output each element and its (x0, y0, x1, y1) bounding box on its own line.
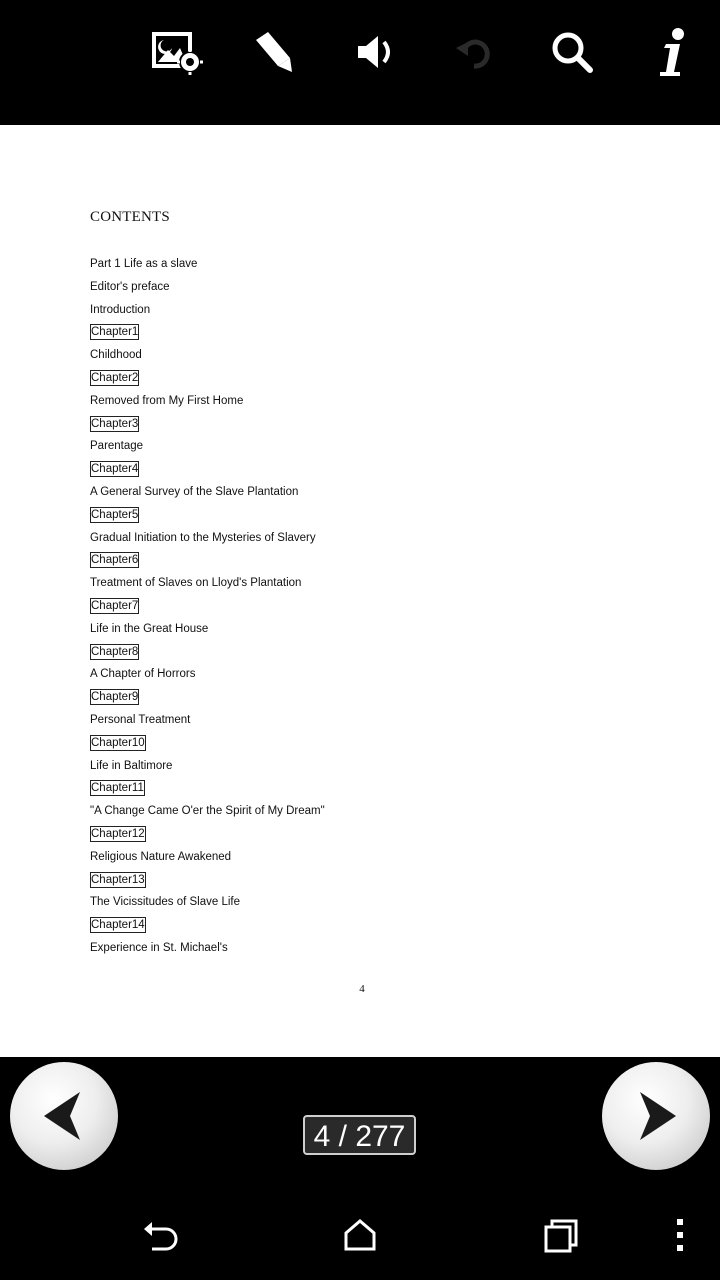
back-icon (140, 1215, 180, 1255)
toc-entry-label: Life in the Great House (90, 622, 209, 635)
chapter-link-label: Chapter7 (91, 599, 139, 612)
page-indicator: 4 / 277 (303, 1115, 416, 1155)
toc-entry (90, 390, 325, 413)
chapter-link-label: Chapter13 (91, 873, 145, 886)
toc-chapter-link[interactable] (90, 504, 325, 527)
toc-entry-label: Life in Baltimore (90, 759, 173, 772)
overflow-menu-icon (670, 1215, 690, 1255)
toc-entry (90, 891, 325, 914)
toc-entry-label: Treatment of Slaves on Lloyd's Plantation (90, 577, 302, 590)
toc-chapter-link[interactable] (90, 595, 325, 618)
toc-entry (90, 572, 325, 595)
toc-chapter-link[interactable] (90, 777, 325, 800)
toc-entry-label: Childhood (90, 349, 142, 362)
toc-entry-label: Personal Treatment (90, 713, 191, 726)
toc-chapter-link[interactable] (90, 413, 325, 436)
chapter-link-label: Chapter2 (91, 371, 139, 384)
toc-entry (90, 937, 325, 960)
chapter-link-label: Chapter3 (91, 417, 139, 430)
toc-entry (90, 276, 325, 299)
chapter-link-label: Chapter5 (91, 508, 139, 521)
info-icon (652, 26, 692, 78)
toc-entry (90, 618, 325, 641)
previous-page-button[interactable] (10, 1062, 118, 1170)
arrow-left-icon (34, 1086, 94, 1146)
toc-chapter-link[interactable] (90, 367, 325, 390)
toc-entry (90, 435, 325, 458)
home-icon (340, 1215, 380, 1255)
chapter-link-label: Chapter4 (91, 463, 139, 476)
toc-entry (90, 527, 325, 550)
home-button[interactable] (335, 1210, 385, 1260)
toc-entry-label: A General Survey of the Slave Plantation (90, 485, 299, 498)
chapter-link-label: Chapter14 (91, 919, 145, 932)
toc-entry-label: Removed from My First Home (90, 394, 244, 407)
bookmark-button[interactable] (242, 22, 302, 82)
arrow-right-icon (626, 1086, 686, 1146)
toc-chapter-link[interactable] (90, 549, 325, 572)
chapter-link-label: Chapter11 (91, 782, 144, 795)
toc-entry-label: Introduction (90, 303, 151, 316)
chapter-link-label: Chapter9 (91, 691, 139, 704)
recents-icon (540, 1215, 580, 1255)
toc-entry-label: Gradual Initiation to the Mysteries of Slavery (90, 531, 316, 544)
toc-entry (90, 800, 325, 823)
image-settings-icon (150, 28, 206, 76)
overflow-menu-button[interactable] (655, 1210, 705, 1260)
toc-chapter-link[interactable] (90, 732, 325, 755)
chapter-link-label: Chapter10 (91, 736, 145, 749)
toc-entry-label: The Vicissitudes of Slave Life (90, 896, 241, 909)
document-page[interactable] (0, 125, 720, 1057)
system-navigation-bar (0, 1190, 720, 1280)
toc-chapter-link[interactable] (90, 914, 325, 937)
toc-entry-label: Editor's preface (90, 280, 170, 293)
toc-entry (90, 755, 325, 778)
volume-icon (350, 28, 398, 76)
toc-chapter-link[interactable] (90, 321, 325, 344)
toc-entry-label: Parentage (90, 440, 144, 453)
chapter-link-label: Chapter8 (91, 645, 139, 658)
search-button[interactable] (542, 22, 602, 82)
info-button[interactable] (642, 22, 702, 82)
toc-entry (90, 481, 325, 504)
toc-chapter-link[interactable] (90, 823, 325, 846)
bookmark-icon (248, 28, 296, 76)
image-settings-button[interactable] (148, 22, 208, 82)
table-of-contents (90, 253, 325, 960)
pager-bar (0, 1057, 720, 1190)
chapter-link-label: Chapter1 (91, 326, 139, 339)
page-number: 4 (359, 983, 365, 995)
toc-entry-label: "A Change Came O'er the Spirit of My Dream" (90, 805, 325, 818)
toc-entry-label: Part 1 Life as a slave (90, 258, 198, 270)
toc-entry (90, 299, 325, 322)
undo-button[interactable] (444, 22, 504, 82)
toc-entry-label: Religious Nature Awakened (90, 850, 232, 863)
toc-chapter-link[interactable] (90, 458, 325, 481)
toc-chapter-link[interactable] (90, 686, 325, 709)
recents-button[interactable] (535, 1210, 585, 1260)
toc-entry (90, 709, 325, 732)
reader-toolbar (0, 0, 720, 125)
toc-entry-label: Experience in St. Michael's (90, 941, 228, 954)
toc-entry (90, 846, 325, 869)
toc-entry-label: A Chapter of Horrors (90, 668, 196, 681)
toc-entry (90, 344, 325, 367)
toc-entry (90, 253, 325, 276)
search-icon (548, 28, 596, 76)
toc-entry (90, 663, 325, 686)
next-page-button[interactable] (602, 1062, 710, 1170)
contents-heading: CONTENTS (90, 209, 170, 225)
toc-chapter-link[interactable] (90, 641, 325, 664)
chapter-link-label: Chapter6 (91, 554, 139, 567)
back-button[interactable] (135, 1210, 185, 1260)
undo-icon (450, 28, 498, 76)
toc-chapter-link[interactable] (90, 869, 325, 892)
chapter-link-label: Chapter12 (91, 827, 145, 840)
volume-button[interactable] (344, 22, 404, 82)
